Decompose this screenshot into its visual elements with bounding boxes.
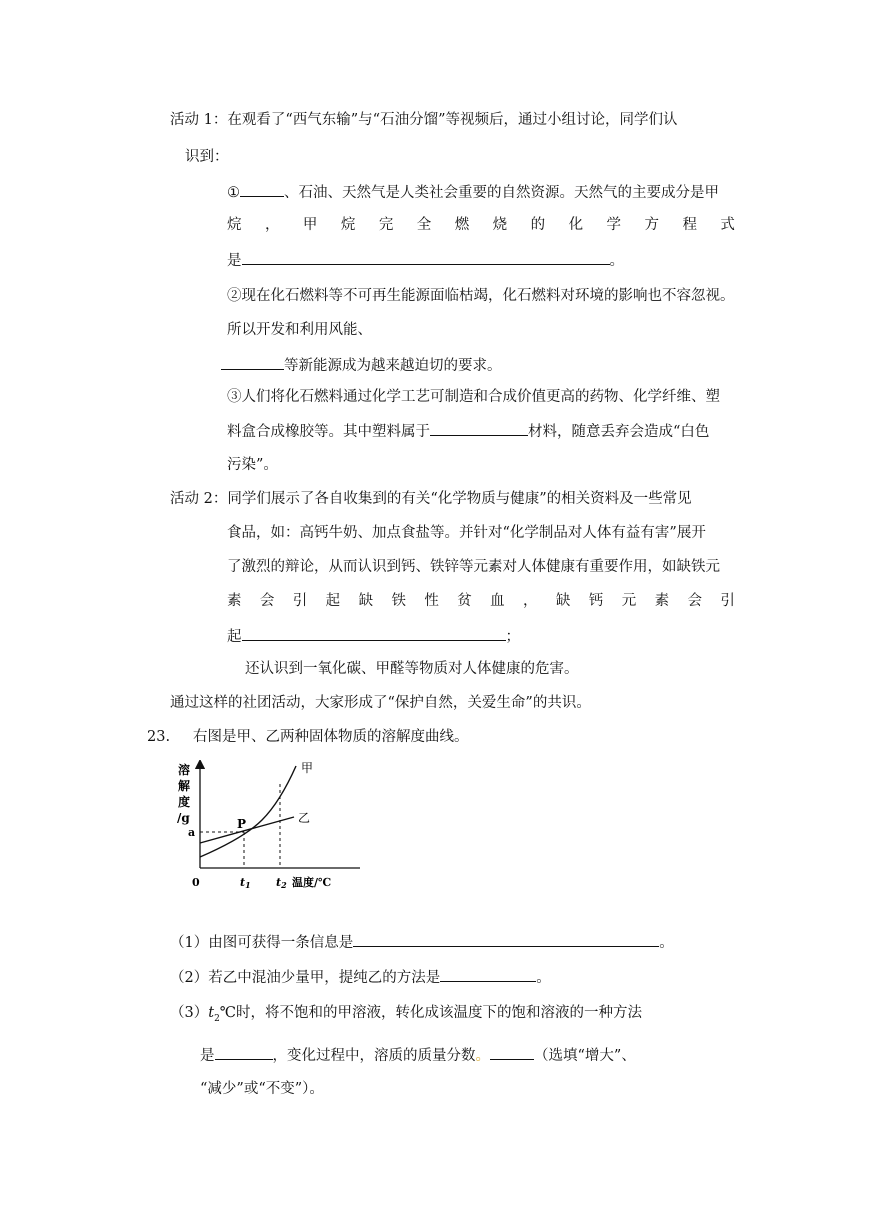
y-axis-label-char: 解 <box>178 779 191 793</box>
item3-line-a: ③人们将化石燃料通过化学工艺可制造和合成价值更高的药物、化学纤维、塑 <box>227 389 720 405</box>
char: 烷 <box>340 217 356 233</box>
q2-line <box>170 966 551 988</box>
activity2-line3: 了激烈的辩论，从而认识到钙、铁锌等元素对人体健康有重要作用，如缺铁元 <box>227 559 720 575</box>
activity1-line2: 识到： <box>185 149 229 165</box>
char: 缺 <box>555 593 571 609</box>
question-number: 23. <box>147 729 171 745</box>
activity2-line2: 食品，如：高钙牛奶、加点食盐等。并针对“化学制品对人体有益有害”展开 <box>227 525 706 541</box>
line5-prefix: 起 <box>227 629 242 645</box>
y-axis-unit: /g <box>177 811 190 825</box>
char: 素 <box>654 593 670 609</box>
answer-blank-2[interactable] <box>242 249 610 265</box>
char: 元 <box>621 593 637 609</box>
char: 会 <box>687 593 702 609</box>
char: 起 <box>325 593 341 609</box>
q3-t: t <box>208 1005 215 1021</box>
answer-blank-4[interactable] <box>430 420 528 436</box>
item1-suffix: 、石油、天然气是人类社会重要的自然资源。天然气的主要成分是甲 <box>284 185 719 201</box>
char: 甲 <box>302 217 318 233</box>
q3b-mid: ，变化过程中，溶质的质量分数 <box>272 1048 476 1064</box>
char: 素 <box>227 593 242 609</box>
conclusion: 通过这样的社团活动，大家形成了“保护自然，关爱生命”的共识。 <box>170 695 591 711</box>
char: 全 <box>416 217 432 233</box>
char: 血 <box>490 593 505 609</box>
char: 燃 <box>454 217 470 233</box>
char: 完 <box>378 217 394 233</box>
activity2-line6: 还认识到一氧化碳、甲醛等物质对人体健康的危害。 <box>245 661 579 677</box>
item3b-prefix: 料盒合成橡胶等。其中塑料属于 <box>227 424 430 440</box>
y-tick-a: a <box>188 826 196 839</box>
item1-line-a <box>227 181 719 203</box>
answer-blank-3[interactable] <box>221 354 284 370</box>
item3b-suffix: 材料，随意丢弃会造成“白色 <box>528 424 710 440</box>
answer-blank-5[interactable] <box>242 625 506 641</box>
q1-suffix: 。 <box>659 935 674 951</box>
q3b-dot: 。 <box>475 1048 490 1064</box>
q3-line-a <box>170 1003 642 1029</box>
char: 方 <box>644 217 659 233</box>
char: 的 <box>530 217 546 233</box>
x-tick-t2: t2 <box>276 876 287 890</box>
y-axis-label-char: 度 <box>178 795 191 809</box>
item1c-prefix: 是 <box>227 253 242 269</box>
line5-suffix: ； <box>505 629 520 645</box>
activity1-line1: 活动 1：在观看了“西气东输”与“石油分馏”等视频后，通过小组讨论，同学们认 <box>170 112 678 128</box>
answer-blank-8[interactable] <box>215 1044 273 1060</box>
char: 引 <box>292 593 308 609</box>
char: 烧 <box>492 217 508 233</box>
q3b-prefix: 是 <box>200 1048 215 1064</box>
answer-blank-1[interactable] <box>240 181 284 197</box>
char: 烷 <box>227 217 242 233</box>
series-label-jia: 甲 <box>301 761 314 775</box>
question-stem: 右图是甲、乙两种固体物质的溶解度曲线。 <box>193 729 469 745</box>
char: 学 <box>606 217 622 233</box>
origin-label: 0 <box>192 876 200 889</box>
char: 式 <box>720 217 735 233</box>
char: ， <box>523 593 538 609</box>
char: 铁 <box>391 593 406 609</box>
char: 化 <box>568 217 584 233</box>
q3-line-c: “减少”或“不变”）。 <box>200 1081 324 1097</box>
char: 会 <box>259 593 275 609</box>
q3-line-b <box>200 1044 636 1066</box>
x-tick-t1: t1 <box>240 876 251 890</box>
char: 引 <box>720 593 735 609</box>
item3-line-c: 污染”。 <box>227 457 278 473</box>
q3-prefix: （3） <box>170 1005 209 1021</box>
solubility-chart <box>174 760 364 900</box>
point-label-p: P <box>237 817 247 831</box>
activity2-line5 <box>227 625 520 647</box>
item3-line-b <box>227 420 709 442</box>
item2c-suffix: 等新能源成为越来越迫切的要求。 <box>284 358 502 374</box>
answer-blank-7[interactable] <box>440 966 536 982</box>
q3b-suffix: （选填“增大”、 <box>534 1048 636 1064</box>
answer-blank-6[interactable] <box>353 931 659 947</box>
item1c-suffix: 。 <box>609 253 624 269</box>
item1-line-b <box>227 215 735 235</box>
char: 程 <box>682 217 697 233</box>
q2-prefix: （2）若乙中混油少量甲，提纯乙的方法是 <box>170 970 441 986</box>
activity2-line4 <box>227 591 735 611</box>
curve-jia <box>200 766 296 857</box>
x-axis-label: 温度/℃ <box>292 876 332 889</box>
char: 性 <box>424 593 439 609</box>
item2-line-b: 所以开发和利用风能、 <box>227 322 372 338</box>
answer-blank-9[interactable] <box>490 1044 534 1060</box>
q2-suffix: 。 <box>536 970 551 986</box>
q1-line <box>170 931 674 953</box>
item2-line-a: ②现在化石燃料等不可再生能源面临枯竭，化石燃料对环境的影响也不容忽视。 <box>227 288 735 304</box>
y-axis-label-char: 溶 <box>178 763 191 777</box>
q1-prefix: （1）由图可获得一条信息是 <box>170 935 354 951</box>
char: ， <box>264 217 280 233</box>
activity2-line1: 活动 2：同学们展示了各自收集到的有关“化学物质与健康”的相关资料及一些常见 <box>170 491 692 507</box>
item1-prefix: ① <box>227 185 240 201</box>
char: 钙 <box>588 593 604 609</box>
q3-sub: 2 <box>214 1013 220 1024</box>
q3-text: ℃时，将不饱和的甲溶液，转化成该温度下的饱和溶液的一种方法 <box>219 1005 643 1021</box>
item2-line-c <box>221 354 502 376</box>
series-label-yi: 乙 <box>298 811 311 825</box>
char: 缺 <box>358 593 374 609</box>
item1-line-c <box>227 249 624 271</box>
char: 贫 <box>457 593 472 609</box>
